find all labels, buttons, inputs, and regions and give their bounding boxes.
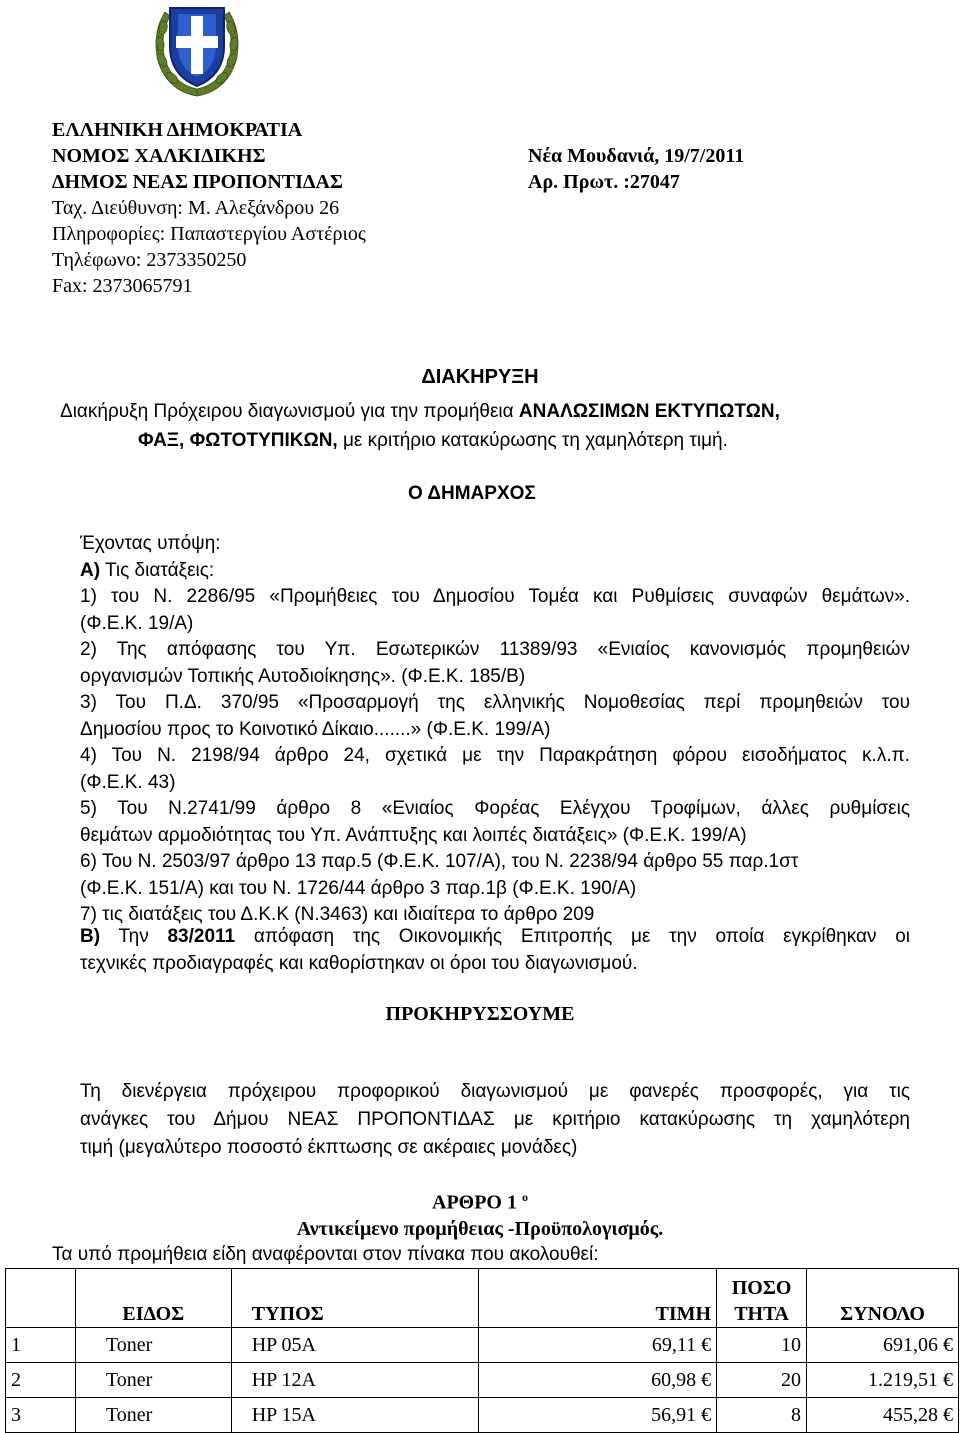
announce-paragraph <box>80 1081 910 1165</box>
protocol-number: Αρ. Πρωτ. :27047 <box>528 171 680 193</box>
section-a-text: Τις διατάξεις: <box>100 560 215 581</box>
header-quantity-line-2: ΤΗΤΑ <box>734 1303 789 1325</box>
country-name: ΕΛΛΗΝΙΚΗ ΔΗΜΟΚΡΑΤΙΑ <box>52 119 303 141</box>
header-quantity <box>717 1269 807 1328</box>
section-b <box>80 926 910 948</box>
provision-line: (Φ.Ε.Κ. 19/Α) <box>80 612 194 634</box>
table-row <box>6 1328 959 1363</box>
title-line-2 <box>138 430 728 452</box>
title-line-2-bold: ΦΑΞ, ΦΩΤΟΤΥΠΙΚΩΝ, <box>138 430 338 451</box>
row-number: 2 <box>6 1363 76 1398</box>
row-quantity: 20 <box>717 1363 807 1398</box>
provisions-list <box>80 586 910 931</box>
row-type: HP 15A <box>231 1398 479 1433</box>
provision-line: (Φ.Ε.Κ. 151/Α) και του Ν. 1726/44 άρθρο 3 παρ.1β (Φ.Ε.Κ. 190/Α) <box>80 877 637 899</box>
section-a <box>80 560 214 582</box>
title-line-1-text: Διακήρυξη Πρόχειρου διαγωνισμού για την προμήθεια <box>60 401 519 422</box>
municipality-name: ΔΗΜΟΣ ΝΕΑΣ ΠΡΟΠΟΝΤΙΔΑΣ <box>52 171 343 193</box>
row-number: 3 <box>6 1398 76 1433</box>
header-price: ΤΙΜΗ <box>479 1269 717 1328</box>
row-total: 691,06 € <box>807 1328 959 1363</box>
announce-line: τιμή (μεγαλύτερο ποσοστό έκπτωσης σε ακέραιες μονάδες) <box>80 1137 578 1158</box>
provision-line: (Φ.Ε.Κ. 43) <box>80 771 176 793</box>
section-a-label: Α) <box>80 560 101 581</box>
provision-line: 6) Του Ν. 2503/97 άρθρο 13 παρ.5 (Φ.Ε.Κ. 107/Α), του Ν. 2238/94 άρθρο 55 παρ.1στ <box>80 851 799 872</box>
header-item: ΕΙΔΟΣ <box>75 1269 231 1328</box>
table-row <box>6 1363 959 1398</box>
row-price: 69,11 € <box>479 1328 717 1363</box>
row-price: 56,91 € <box>479 1398 717 1433</box>
provision-line: 7) τις διατάξεις του Δ.Κ.Κ (Ν.3463) και ιδιαίτερα το άρθρο 209 <box>80 904 595 925</box>
section-b-line-2: τεχνικές προδιαγραφές και καθορίστηκαν οι όροι του διαγωνισμού. <box>80 953 638 974</box>
table-row <box>6 1398 959 1433</box>
row-type: HP 05A <box>231 1328 479 1363</box>
row-item: Toner <box>75 1363 231 1398</box>
provision-line: θεμάτων αρμοδιότητας του Υπ. Ανάπτυξης και λοιπές διατάξεις» (Φ.Ε.Κ. 199/Α) <box>80 824 747 846</box>
row-item: Toner <box>75 1398 231 1433</box>
announce-line: Τη διενέργεια πρόχειρου προφορικού διαγωνισμού με φανερές προσφορές, για τις <box>80 1081 910 1102</box>
fax-number: Fax: 2373065791 <box>52 275 193 297</box>
article-title: ΑΡΘΡΟ 1 <box>432 1191 517 1214</box>
postal-address: Ταχ. Διεύθυνση: Μ. Αλεξάνδρου 26 <box>52 197 340 219</box>
row-type: HP 12A <box>231 1363 479 1398</box>
article-subtitle: Αντικείμενο προμήθειας -Προϋπολογισμός. <box>296 1218 664 1240</box>
row-total: 1.219,51 € <box>807 1363 959 1398</box>
title-line-1-bold: ΑΝΑΛΩΣΙΜΩΝ ΕΚΤΥΠΩΤΩΝ, <box>518 401 780 422</box>
header-total: ΣΥΝΟΛΟ <box>807 1269 959 1328</box>
provision-line: 5) Του Ν.2741/99 άρθρο 8 «Ενιαίος Φορέας Ελέγχου Τροφίμων, άλλες ρυθμίσεις <box>80 798 910 819</box>
row-price: 60,98 € <box>479 1363 717 1398</box>
article-superscript: ο <box>522 1190 528 1204</box>
provision-line: 3) Του Π.Δ. 370/95 «Προσαρμογή της ελληνικής Νομοθεσίας περί προμηθειών του <box>80 692 910 713</box>
prefecture-name: ΝΟΜΟΣ ΧΑΛΚΙΔΙΚΗΣ <box>52 145 266 167</box>
place-date: Νέα Μουδανιά, 19/7/2011 <box>528 145 745 167</box>
decision-number: 83/2011 <box>167 926 236 947</box>
provision-line: 1) του Ν. 2286/95 «Προμήθειες του Δημοσίου Τομέα και Ρυθμίσεις συναφών θεμάτων». <box>80 586 910 607</box>
provision-line: οργανισμών Τοπικής Αυτοδιοίκησης». (Φ.Ε.Κ. 185/Β) <box>80 665 526 687</box>
contact-info: Πληροφορίες: Παπαστεργίου Αστέριος <box>52 223 366 245</box>
header-type: ΤΥΠΟΣ <box>231 1269 479 1328</box>
section-b-text-2: απόφαση της Οικονομικής Επιτροπής με την οποία εγκρίθηκαν οι <box>235 926 910 947</box>
section-b-label: Β) <box>80 926 101 947</box>
header-number <box>6 1269 76 1328</box>
announce-line: ανάγκες του Δήμου ΝΕΑΣ ΠΡΟΠΟΝΤΙΔΑΣ με κριτήριο κατακύρωσης τη χαμηλότερη <box>80 1109 910 1130</box>
considering-intro: Έχοντας υπόψη: <box>80 533 221 554</box>
row-quantity: 10 <box>717 1328 807 1363</box>
phone-number: Τηλέφωνο: 2373350250 <box>52 249 247 271</box>
provision-line: Δημοσίου προς το Κοινοτικό Δίκαιο.......» (Φ.Ε.Κ. 199/Α) <box>80 718 551 740</box>
title-line-1 <box>60 401 780 423</box>
document-heading: ΔΙΑΚΗΡΥΞΗ <box>421 366 539 388</box>
row-item: Toner <box>75 1328 231 1363</box>
row-total: 455,28 € <box>807 1398 959 1433</box>
header-quantity-line-1: ΠΟΣΟ <box>731 1277 792 1299</box>
mayor-heading: Ο ΔΗΜΑΡΧΟΣ <box>408 483 536 504</box>
article-intro: Τα υπό προμήθεια είδη αναφέρονται στον πίνακα που ακολουθεί: <box>52 1244 599 1265</box>
table-header-row <box>6 1269 959 1328</box>
title-line-2-text: με κριτήριο κατακύρωσης τη χαμηλότερη τιμή. <box>337 430 728 451</box>
greek-coat-of-arms-emblem <box>150 0 244 100</box>
section-b-text-1: Την <box>100 926 168 947</box>
article-heading <box>0 1190 960 1215</box>
row-quantity: 8 <box>717 1398 807 1433</box>
announce-heading: ΠΡΟΚΗΡΥΣΣΟΥΜΕ <box>385 1003 575 1025</box>
provision-line: 2) Της απόφασης του Υπ. Εσωτερικών 11389/93 «Ενιαίος κανονισμός προμηθειών <box>80 639 910 660</box>
provision-line: 4) Του Ν. 2198/94 άρθρο 24, σχετικά με την Παρακράτηση φόρου εισοδήματος κ.λ.π. <box>80 745 910 766</box>
items-table <box>5 1268 959 1433</box>
row-number: 1 <box>6 1328 76 1363</box>
